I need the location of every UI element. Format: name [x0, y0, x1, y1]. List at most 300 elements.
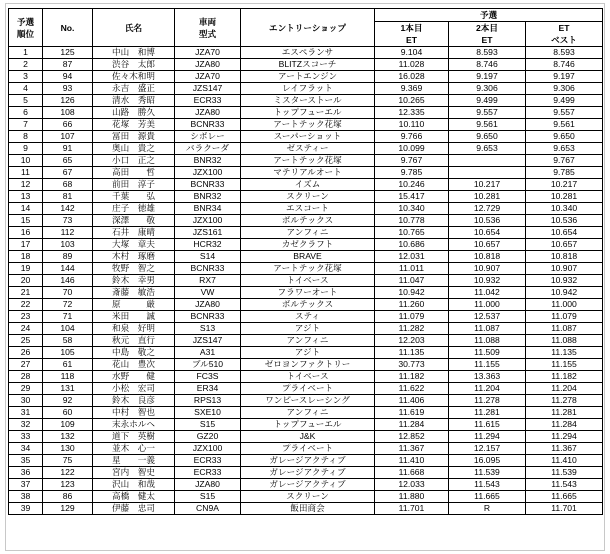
cell-no: 109 — [43, 419, 93, 431]
cell-name: 冨田 源貴 — [93, 131, 175, 143]
cell-name: 伊藤 忠司 — [93, 503, 175, 515]
cell-rank: 11 — [9, 167, 43, 179]
cell-name: 中村 智也 — [93, 407, 175, 419]
table-row — [9, 227, 603, 239]
qualifying-results-table — [8, 8, 603, 515]
cell-rank: 28 — [9, 371, 43, 383]
cell-name: 石井 康晴 — [93, 227, 175, 239]
cell-best: 11.135 — [526, 347, 603, 359]
cell-shop: アートテック花塚 — [241, 119, 375, 131]
cell-et2: 9.650 — [449, 131, 526, 143]
cell-et1: 11.260 — [375, 299, 449, 311]
cell-et1: 9.104 — [375, 47, 449, 59]
table-row — [9, 59, 603, 71]
cell-no: 73 — [43, 215, 93, 227]
cell-no: 68 — [43, 179, 93, 191]
cell-name: 中島 敬之 — [93, 347, 175, 359]
cell-best: 10.657 — [526, 239, 603, 251]
table-body — [9, 47, 603, 515]
cell-car: JZA80 — [175, 479, 241, 491]
cell-best: 10.942 — [526, 287, 603, 299]
cell-car: シボレー — [175, 131, 241, 143]
cell-car: ECR33 — [175, 455, 241, 467]
cell-no: 92 — [43, 395, 93, 407]
cell-car: S13 — [175, 323, 241, 335]
header-car: 車両 型式 — [175, 9, 241, 47]
cell-et2: 9.306 — [449, 83, 526, 95]
cell-et1: 11.701 — [375, 503, 449, 515]
table-row — [9, 467, 603, 479]
cell-best: 11.367 — [526, 443, 603, 455]
cell-name: 千葉 弘 — [93, 191, 175, 203]
cell-et1: 30.773 — [375, 359, 449, 371]
cell-best: 9.557 — [526, 107, 603, 119]
cell-et2: 11.281 — [449, 407, 526, 419]
cell-car: S15 — [175, 491, 241, 503]
cell-best: 11.281 — [526, 407, 603, 419]
cell-rank: 34 — [9, 443, 43, 455]
cell-no: 104 — [43, 323, 93, 335]
cell-shop: スティ — [241, 311, 375, 323]
cell-car: RX7 — [175, 275, 241, 287]
cell-no: 65 — [43, 155, 93, 167]
cell-name: 鈴木 幸男 — [93, 275, 175, 287]
cell-car: HCR32 — [175, 239, 241, 251]
cell-no: 67 — [43, 167, 93, 179]
cell-best: 11.543 — [526, 479, 603, 491]
cell-name: 渋谷 太郎 — [93, 59, 175, 71]
cell-no: 126 — [43, 95, 93, 107]
cell-no: 108 — [43, 107, 93, 119]
cell-rank: 16 — [9, 227, 43, 239]
cell-no: 81 — [43, 191, 93, 203]
cell-car: JZA80 — [175, 107, 241, 119]
cell-rank: 4 — [9, 83, 43, 95]
cell-car: JZS147 — [175, 83, 241, 95]
cell-name: 沢山 和哉 — [93, 479, 175, 491]
table-row — [9, 335, 603, 347]
cell-et2: 13.363 — [449, 371, 526, 383]
cell-shop: アートテック花塚 — [241, 155, 375, 167]
cell-car: JZS161 — [175, 227, 241, 239]
cell-name: 奥山 貴之 — [93, 143, 175, 155]
table-row — [9, 407, 603, 419]
cell-et1: 10.686 — [375, 239, 449, 251]
table-row — [9, 275, 603, 287]
cell-car: BCNR33 — [175, 263, 241, 275]
cell-rank: 31 — [9, 407, 43, 419]
cell-rank: 8 — [9, 131, 43, 143]
cell-best: 9.767 — [526, 155, 603, 167]
cell-best: 10.217 — [526, 179, 603, 191]
cell-et2: 11.204 — [449, 383, 526, 395]
cell-shop: フラワーオート — [241, 287, 375, 299]
cell-best: 10.654 — [526, 227, 603, 239]
cell-car: S15 — [175, 419, 241, 431]
cell-best: 9.197 — [526, 71, 603, 83]
cell-et2: 9.561 — [449, 119, 526, 131]
table-row — [9, 119, 603, 131]
cell-et1: 12.203 — [375, 335, 449, 347]
cell-et2: 10.818 — [449, 251, 526, 263]
table-row — [9, 143, 603, 155]
cell-rank: 30 — [9, 395, 43, 407]
cell-rank: 24 — [9, 323, 43, 335]
cell-et1: 10.099 — [375, 143, 449, 155]
cell-no: 75 — [43, 455, 93, 467]
cell-car: BCNR33 — [175, 179, 241, 191]
cell-name: 秋元 直行 — [93, 335, 175, 347]
cell-name: 永吉 盛正 — [93, 83, 175, 95]
cell-best: 11.284 — [526, 419, 603, 431]
cell-et1: 10.778 — [375, 215, 449, 227]
cell-et2: 10.907 — [449, 263, 526, 275]
cell-shop: イズム — [241, 179, 375, 191]
cell-shop: BRAVE — [241, 251, 375, 263]
cell-no: 125 — [43, 47, 93, 59]
cell-et2: 10.657 — [449, 239, 526, 251]
cell-name: 高橋 健太 — [93, 491, 175, 503]
cell-et2: 11.509 — [449, 347, 526, 359]
cell-rank: 20 — [9, 275, 43, 287]
cell-no: 91 — [43, 143, 93, 155]
cell-best: 9.785 — [526, 167, 603, 179]
table-row — [9, 215, 603, 227]
cell-car: JZS147 — [175, 335, 241, 347]
cell-et1: 16.028 — [375, 71, 449, 83]
table-row — [9, 95, 603, 107]
cell-shop: アンフィニ — [241, 335, 375, 347]
cell-shop: プライベート — [241, 443, 375, 455]
cell-name: 星 一義 — [93, 455, 175, 467]
cell-et2: 12.729 — [449, 203, 526, 215]
cell-et1: 11.622 — [375, 383, 449, 395]
cell-best: 11.539 — [526, 467, 603, 479]
cell-name: 花塚 芳美 — [93, 119, 175, 131]
cell-et2: 10.217 — [449, 179, 526, 191]
cell-rank: 38 — [9, 491, 43, 503]
cell-no: 105 — [43, 347, 93, 359]
table-row — [9, 131, 603, 143]
cell-name: 木村 琢磨 — [93, 251, 175, 263]
cell-shop: アンフィニ — [241, 227, 375, 239]
cell-et2: 12.157 — [449, 443, 526, 455]
cell-name: 牧野 智之 — [93, 263, 175, 275]
cell-no: 94 — [43, 71, 93, 83]
table-row — [9, 107, 603, 119]
cell-best: 10.907 — [526, 263, 603, 275]
cell-rank: 9 — [9, 143, 43, 155]
table-row — [9, 167, 603, 179]
cell-best: 11.079 — [526, 311, 603, 323]
table-row — [9, 503, 603, 515]
cell-no: 107 — [43, 131, 93, 143]
cell-rank: 12 — [9, 179, 43, 191]
cell-rank: 13 — [9, 191, 43, 203]
cell-car: JZX100 — [175, 443, 241, 455]
cell-name: 鈴木 良彦 — [93, 395, 175, 407]
cell-best: 10.340 — [526, 203, 603, 215]
cell-et1: 11.182 — [375, 371, 449, 383]
cell-no: 142 — [43, 203, 93, 215]
cell-shop: ワンピースレーシング — [241, 395, 375, 407]
cell-car: JZA80 — [175, 59, 241, 71]
cell-rank: 35 — [9, 455, 43, 467]
cell-et2: 8.746 — [449, 59, 526, 71]
cell-et1: 10.942 — [375, 287, 449, 299]
cell-rank: 21 — [9, 287, 43, 299]
cell-rank: 17 — [9, 239, 43, 251]
cell-best: 11.278 — [526, 395, 603, 407]
cell-shop: アートテック花塚 — [241, 263, 375, 275]
cell-best: 11.410 — [526, 455, 603, 467]
table-row — [9, 371, 603, 383]
cell-no: 112 — [43, 227, 93, 239]
header-best: ET ベスト — [526, 22, 603, 47]
cell-name: 並木 心一 — [93, 443, 175, 455]
cell-best: 9.561 — [526, 119, 603, 131]
cell-et1: 11.079 — [375, 311, 449, 323]
cell-name: 水野 健 — [93, 371, 175, 383]
cell-best: 11.000 — [526, 299, 603, 311]
cell-name: 斎藤 敏浩 — [93, 287, 175, 299]
cell-no: 122 — [43, 467, 93, 479]
cell-et2 — [449, 167, 526, 179]
cell-shop: ゼロヨンファクトリー — [241, 359, 375, 371]
cell-shop: レイフラット — [241, 83, 375, 95]
cell-et2: 16.095 — [449, 455, 526, 467]
cell-et1: 11.047 — [375, 275, 449, 287]
table-row — [9, 83, 603, 95]
cell-rank: 15 — [9, 215, 43, 227]
cell-shop: トップフューエル — [241, 419, 375, 431]
cell-et1: 11.011 — [375, 263, 449, 275]
cell-et1: 10.765 — [375, 227, 449, 239]
cell-rank: 19 — [9, 263, 43, 275]
cell-et2: 11.543 — [449, 479, 526, 491]
cell-no: 146 — [43, 275, 93, 287]
cell-rank: 37 — [9, 479, 43, 491]
cell-et1: 11.880 — [375, 491, 449, 503]
cell-rank: 23 — [9, 311, 43, 323]
cell-et1: 11.135 — [375, 347, 449, 359]
cell-shop: ガレージアクティブ — [241, 467, 375, 479]
cell-et2: 8.593 — [449, 47, 526, 59]
table-row — [9, 155, 603, 167]
table-row — [9, 239, 603, 251]
table-row — [9, 347, 603, 359]
cell-rank: 6 — [9, 107, 43, 119]
table-row — [9, 479, 603, 491]
header-shop: エントリーショップ — [241, 9, 375, 47]
cell-best: 9.653 — [526, 143, 603, 155]
cell-car: RPS13 — [175, 395, 241, 407]
table-row — [9, 323, 603, 335]
cell-best: 11.701 — [526, 503, 603, 515]
cell-shop: トイベース — [241, 371, 375, 383]
cell-rank: 29 — [9, 383, 43, 395]
cell-name: 深澤 敬 — [93, 215, 175, 227]
cell-car: JZA80 — [175, 299, 241, 311]
cell-no: 60 — [43, 407, 93, 419]
cell-shop: アンフィニ — [241, 407, 375, 419]
cell-et1: 11.282 — [375, 323, 449, 335]
cell-car: S14 — [175, 251, 241, 263]
table-header — [9, 9, 603, 47]
cell-car: SXE10 — [175, 407, 241, 419]
cell-et2: 11.042 — [449, 287, 526, 299]
cell-shop: トップフューエル — [241, 107, 375, 119]
cell-car: ブル510 — [175, 359, 241, 371]
cell-car: CN9A — [175, 503, 241, 515]
cell-car: ECR33 — [175, 467, 241, 479]
cell-no: 132 — [43, 431, 93, 443]
cell-best: 10.536 — [526, 215, 603, 227]
cell-et2: 11.294 — [449, 431, 526, 443]
cell-no: 129 — [43, 503, 93, 515]
cell-best: 9.650 — [526, 131, 603, 143]
cell-shop: 飯田商会 — [241, 503, 375, 515]
cell-et1: 11.284 — [375, 419, 449, 431]
cell-no: 130 — [43, 443, 93, 455]
cell-et1: 12.852 — [375, 431, 449, 443]
table-row — [9, 203, 603, 215]
cell-shop: アジト — [241, 347, 375, 359]
cell-name: 前田 淳子 — [93, 179, 175, 191]
table-row — [9, 383, 603, 395]
cell-et2: 10.536 — [449, 215, 526, 227]
table-row — [9, 287, 603, 299]
cell-best: 10.818 — [526, 251, 603, 263]
cell-name: 中山 和博 — [93, 47, 175, 59]
cell-car: JZX100 — [175, 167, 241, 179]
header-no: No. — [43, 9, 93, 47]
table-row — [9, 251, 603, 263]
table-row — [9, 47, 603, 59]
cell-name: 道下 英樹 — [93, 431, 175, 443]
cell-shop: カゼクラフト — [241, 239, 375, 251]
cell-et1: 10.265 — [375, 95, 449, 107]
cell-shop: BLITZスコーチ — [241, 59, 375, 71]
cell-car: VW — [175, 287, 241, 299]
cell-shop: ボルテックス — [241, 215, 375, 227]
cell-name: 山路 勝久 — [93, 107, 175, 119]
cell-name: 大塚 章夫 — [93, 239, 175, 251]
cell-et1: 11.367 — [375, 443, 449, 455]
cell-et1: 12.335 — [375, 107, 449, 119]
cell-et2: R — [449, 503, 526, 515]
cell-et2: 9.499 — [449, 95, 526, 107]
cell-car: JZA70 — [175, 47, 241, 59]
cell-shop: ゼスティー — [241, 143, 375, 155]
cell-rank: 2 — [9, 59, 43, 71]
cell-best: 11.088 — [526, 335, 603, 347]
cell-name: 庄子 徳雄 — [93, 203, 175, 215]
cell-no: 103 — [43, 239, 93, 251]
cell-rank: 5 — [9, 95, 43, 107]
cell-best: 11.182 — [526, 371, 603, 383]
cell-no: 144 — [43, 263, 93, 275]
cell-shop: プライベート — [241, 383, 375, 395]
cell-car: JZA70 — [175, 71, 241, 83]
cell-no: 72 — [43, 299, 93, 311]
cell-rank: 27 — [9, 359, 43, 371]
cell-car: ECR33 — [175, 95, 241, 107]
cell-rank: 18 — [9, 251, 43, 263]
cell-shop: ガレージアクティブ — [241, 479, 375, 491]
cell-no: 71 — [43, 311, 93, 323]
cell-name: 清水 秀昭 — [93, 95, 175, 107]
cell-rank: 7 — [9, 119, 43, 131]
cell-no: 123 — [43, 479, 93, 491]
cell-et1: 9.767 — [375, 155, 449, 167]
cell-et1: 9.785 — [375, 167, 449, 179]
table-row — [9, 491, 603, 503]
cell-name: 末永ホルヘ — [93, 419, 175, 431]
cell-rank: 33 — [9, 431, 43, 443]
cell-et2: 11.615 — [449, 419, 526, 431]
cell-no: 61 — [43, 359, 93, 371]
cell-name: 原 厳 — [93, 299, 175, 311]
cell-car: BCNR33 — [175, 311, 241, 323]
cell-et1: 15.417 — [375, 191, 449, 203]
cell-car: A31 — [175, 347, 241, 359]
cell-car: ER34 — [175, 383, 241, 395]
cell-et1: 12.031 — [375, 251, 449, 263]
cell-best: 10.932 — [526, 275, 603, 287]
cell-no: 86 — [43, 491, 93, 503]
cell-best: 11.294 — [526, 431, 603, 443]
cell-shop: トイベース — [241, 275, 375, 287]
cell-best: 11.155 — [526, 359, 603, 371]
cell-name: 花山 豊次 — [93, 359, 175, 371]
cell-car: GZ20 — [175, 431, 241, 443]
cell-no: 93 — [43, 83, 93, 95]
cell-et1: 9.369 — [375, 83, 449, 95]
cell-car: バラクーダ — [175, 143, 241, 155]
cell-no: 58 — [43, 335, 93, 347]
table-row — [9, 179, 603, 191]
cell-rank: 32 — [9, 419, 43, 431]
header-et2: 2本目 ET — [449, 22, 526, 47]
cell-et1: 11.668 — [375, 467, 449, 479]
cell-car: BNR34 — [175, 203, 241, 215]
cell-rank: 10 — [9, 155, 43, 167]
cell-et2 — [449, 155, 526, 167]
cell-shop: アートエンジン — [241, 71, 375, 83]
table-row — [9, 431, 603, 443]
cell-name: 佐々木和明 — [93, 71, 175, 83]
cell-et2: 9.197 — [449, 71, 526, 83]
cell-name: 小口 正之 — [93, 155, 175, 167]
table-row — [9, 419, 603, 431]
cell-car: BCNR33 — [175, 119, 241, 131]
table-row — [9, 455, 603, 467]
cell-et2: 12.537 — [449, 311, 526, 323]
cell-car: FC3S — [175, 371, 241, 383]
cell-et1: 10.340 — [375, 203, 449, 215]
cell-rank: 22 — [9, 299, 43, 311]
cell-rank: 26 — [9, 347, 43, 359]
cell-et2: 11.665 — [449, 491, 526, 503]
cell-shop: ミスターストール — [241, 95, 375, 107]
table-row — [9, 395, 603, 407]
cell-et2: 11.278 — [449, 395, 526, 407]
cell-best: 11.665 — [526, 491, 603, 503]
cell-et2: 10.932 — [449, 275, 526, 287]
cell-et1: 11.410 — [375, 455, 449, 467]
cell-et2: 11.088 — [449, 335, 526, 347]
